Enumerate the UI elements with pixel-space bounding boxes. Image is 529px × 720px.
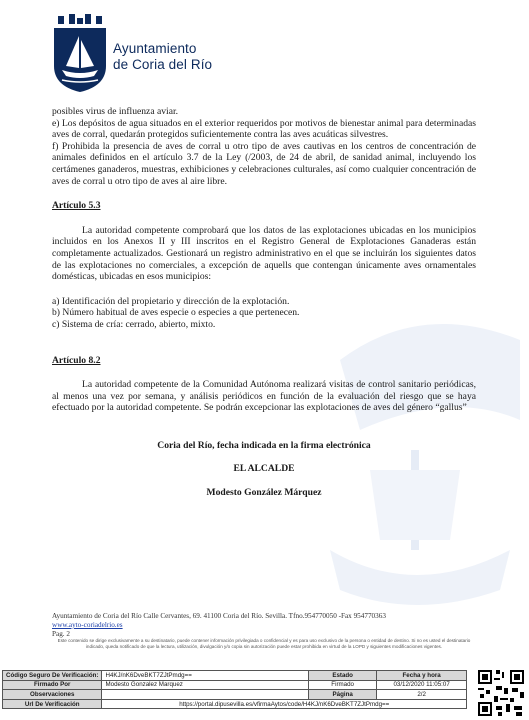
pagina-label: Página bbox=[309, 690, 377, 700]
estado-value: Firmado bbox=[309, 680, 377, 690]
estado-label: Estado bbox=[309, 671, 377, 681]
paragraph-intro: posibles virus de influenza aviar. bbox=[52, 106, 179, 117]
observaciones-label: Observaciones bbox=[3, 690, 102, 700]
verification-table bbox=[2, 670, 467, 709]
list-item-c: c) Sistema de cría: cerrado, abierto, mixto. bbox=[52, 318, 216, 330]
csv-value: H4KJ/nK6DveBKT7ZJtPmdg== bbox=[102, 671, 309, 681]
signature-place: Coria del Río, fecha indicada en la firma electrónica bbox=[157, 439, 371, 451]
organization-name-line1: Ayuntamiento bbox=[113, 41, 197, 56]
pagina-value: 2/2 bbox=[377, 690, 467, 700]
heading-article-5-3: Artículo 5.3 bbox=[52, 200, 101, 212]
document-body bbox=[52, 106, 476, 499]
firmado-value: Modesto Gonzalez Marquez bbox=[102, 680, 309, 690]
url-label: Url De Verificación bbox=[3, 699, 102, 709]
table-row bbox=[3, 671, 467, 681]
footer-website-link[interactable]: www.ayto-coriadelrio.es bbox=[52, 621, 123, 629]
signature-name: Modesto González Márquez bbox=[206, 487, 322, 499]
table-row bbox=[3, 699, 467, 709]
organization-name bbox=[113, 41, 212, 73]
heading-article-8-2: Artículo 8.2 bbox=[52, 354, 101, 366]
fecha-label: Fecha y hora bbox=[377, 671, 467, 681]
footer-address-block bbox=[52, 612, 476, 639]
paragraph-e: e) Los depósitos de agua situados en el exterior requeridos por motivos de bienestar animal para determinadas aves de corral, quedarán protegidos suficientemente contra las aves acuáticas silvestres. bbox=[52, 117, 476, 141]
footer-address: Ayuntamiento de Coria del Río Calle Cervantes, 69. 41100 Coria del Río. Sevilla. Tfno.954770050 -Fax 954770363 bbox=[52, 612, 386, 620]
organization-name-line2: de Coria del Río bbox=[113, 57, 213, 72]
verification-qr-code-icon bbox=[476, 668, 526, 718]
observaciones-value bbox=[102, 690, 309, 700]
signature-role: EL ALCALDE bbox=[233, 463, 295, 475]
csv-label: Código Seguro De Verificación: bbox=[3, 671, 102, 681]
paragraph-f: f) Prohibida la presencia de aves de corral u otro tipo de aves cautivas en los centros de concentración de animales definidos en el artículo 3.7 de la Ley (/2003, de 24 de abril, de sanidad animal, incluyendo los certámenes ganaderos, muestras, exhibiciones y celebraciones culturales, así como cualquier concentración de aves de corral u otro tipo de aves al aire libre. bbox=[52, 140, 476, 187]
table-row bbox=[3, 690, 467, 700]
verification-url-link[interactable]: https://portal.dipusevilla.es/vfirmaAytos/code/H4KJ/nK6DveBKT7ZJtPmdg== bbox=[102, 699, 467, 709]
paragraph-article-8-2: La autoridad competente de la Comunidad Autónoma realizará visitas de control sanitario periódicas, al menos una vez por semana, y análisis periódicos en función de la evaluación del riesgo que se haya efectuado por la autoridad competente. Se podrán excepcionar las explotaciones de aves del género “gallus” bbox=[52, 379, 476, 414]
table-row bbox=[3, 680, 467, 690]
list-item-a: a) Identificación del propietario y dirección de la explotación. bbox=[52, 295, 290, 307]
footer-page-number: Pag. 2 bbox=[52, 630, 70, 638]
paragraph-article-5-3: La autoridad competente comprobará que los datos de las explotaciones ubicadas en los municipios incluidos en los Anexos II y III inscritos en el Registro General de Explotaciones Ganaderas están completamente actualizados. Gestionará un registro administrativo en el que se incluirán los siguientes datos de las explotaciones no comerciales, a excepción de aquells que contengan únicamente aves ornamentales domésticas, ubicadas en esos municipios: bbox=[52, 224, 476, 283]
list-item-b: b) Número habitual de aves especie o especies a que pertenecen. bbox=[52, 307, 300, 319]
footer-disclaimer: Este contenido se dirige exclusivamente a su destinatario, puede contener información privilegiada o confidencial y es para uso exclusivo de la persona o entidad de destino. Si no es usted el destinatario indicado, queda notificado de que la lectura, utilización, divulgación y/o copia sin autorización puede estar prohibida en virtud de la LOPD y siguientes modificaciones vigentes. bbox=[57, 638, 471, 649]
fecha-value: 03/12/2020 11:05:07 bbox=[377, 680, 467, 690]
firmado-label: Firmado Por bbox=[3, 680, 102, 690]
city-shield-logo bbox=[52, 14, 108, 94]
